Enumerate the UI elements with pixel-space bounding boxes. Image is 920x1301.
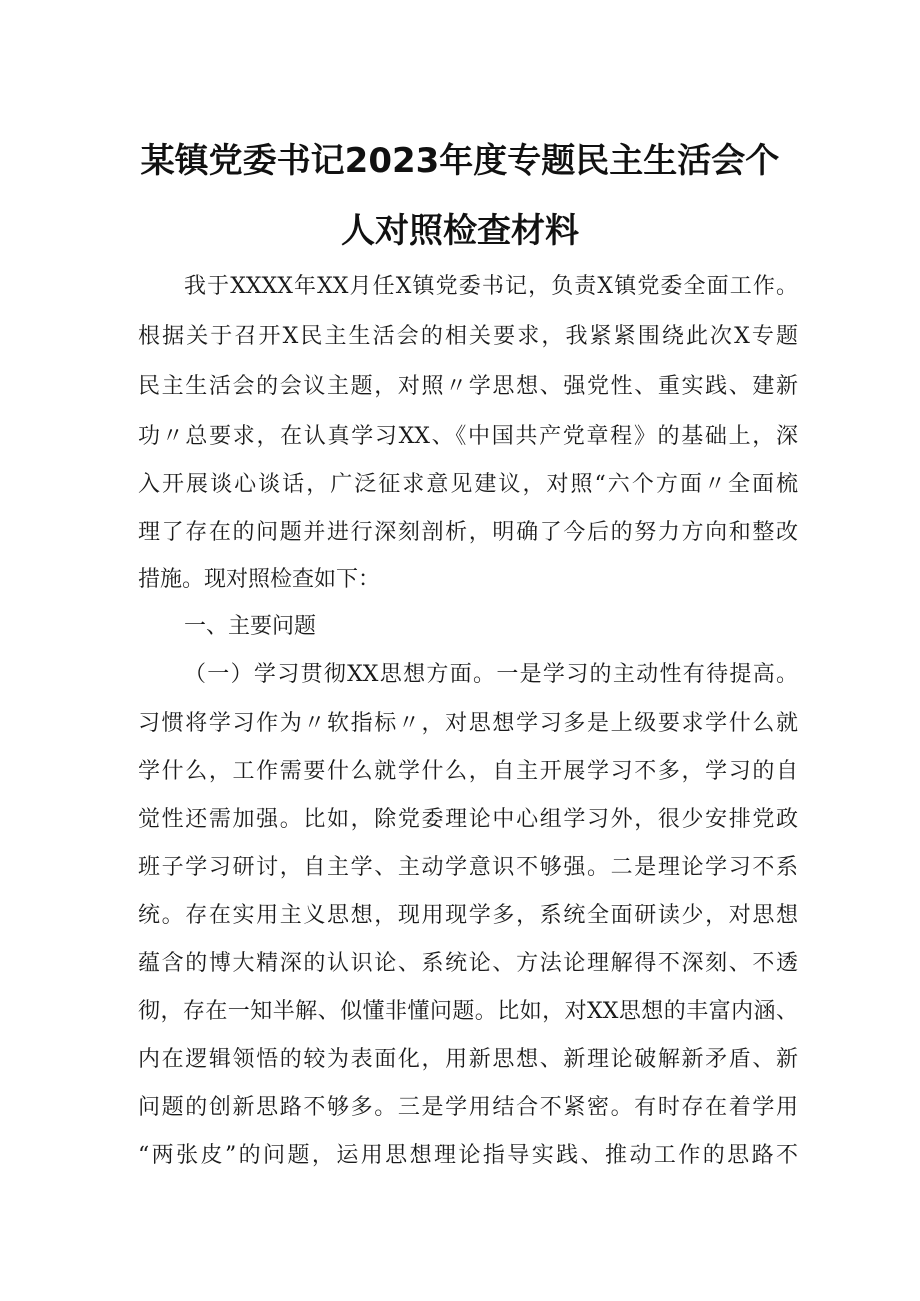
document-title-line-1: 某镇党委书记2023年度专题民主生活会个 xyxy=(140,141,780,181)
body-line: 学什么，工作需要什么就学什么，自主开展学习不多，学习的自 xyxy=(138,759,798,784)
body-line: 我于XXXX年XX月任X镇党委书记，负责X镇党委全面工作。 xyxy=(184,274,798,299)
body-line: 功〃总要求，在认真学习XX、《中国共产党章程》的基础上，深 xyxy=(138,424,798,449)
body-line: 内在逻辑领悟的较为表面化，用新思想、新理论破解新矛盾、新 xyxy=(138,1047,798,1072)
subsection-heading-line: （一）学习贯彻XX思想方面。一是学习的主动性有待提高。 xyxy=(184,662,798,687)
body-line: 根据关于召开X民主生活会的相关要求，我紧紧围绕此次X专题 xyxy=(138,324,798,349)
section-heading: 一、主要问题 xyxy=(184,614,317,639)
body-line: 蕴含的博大精深的认识论、系统论、方法论理解得不深刻、不透 xyxy=(138,951,798,976)
body-line: 习惯将学习作为〃软指标〃，对思想学习多是上级要求学什么就 xyxy=(138,711,798,736)
body-line: “两张皮”的问题，运用思想理论指导实践、推动工作的思路不 xyxy=(138,1143,798,1168)
body-line: 民主生活会的会议主题，对照〃学思想、强党性、重实践、建新 xyxy=(138,374,798,399)
body-line: 问题的创新思路不够多。三是学用结合不紧密。有时存在着学用 xyxy=(138,1095,798,1120)
document-title-line-2: 人对照检查材料 xyxy=(341,211,579,251)
body-line: 入开展谈心谈话，广泛征求意见建议，对照“六个方面〃全面梳 xyxy=(138,472,798,497)
body-line: 理了存在的问题并进行深刻剖析，明确了今后的努力方向和整改 xyxy=(138,520,798,545)
body-line: 班子学习研讨，自主学、主动学意识不够强。二是理论学习不系 xyxy=(138,855,798,880)
body-line: 措施。现对照检查如下： xyxy=(138,567,381,592)
body-line: 彻，存在一知半解、似懂非懂问题。比如，对XX思想的丰富内涵、 xyxy=(138,999,798,1024)
body-line: 统。存在实用主义思想，现用现学多，系统全面研读少，对思想 xyxy=(138,903,798,928)
body-line: 觉性还需加强。比如，除党委理论中心组学习外，很少安排党政 xyxy=(138,807,798,832)
